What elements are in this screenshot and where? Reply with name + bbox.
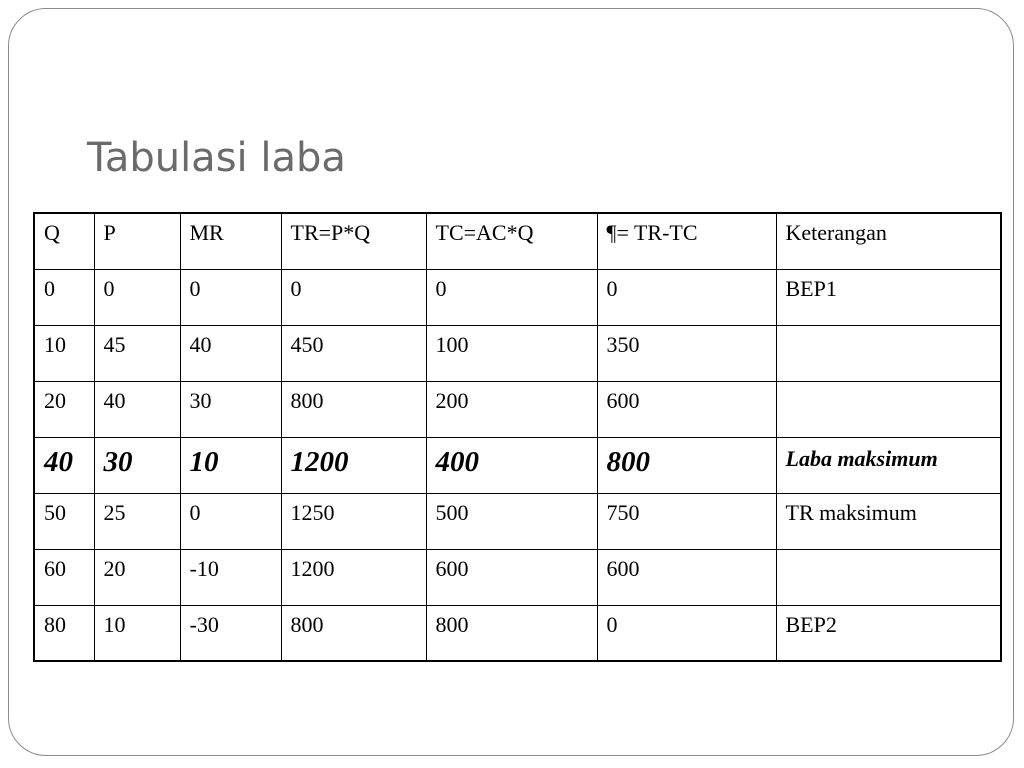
cell-tc: 500 bbox=[426, 493, 597, 549]
cell-mr: -30 bbox=[180, 605, 281, 661]
cell-q: 40 bbox=[34, 437, 94, 493]
header-cell-tc: TC=AC*Q bbox=[426, 213, 597, 269]
cell-tc: 600 bbox=[426, 549, 597, 605]
slide-title: Tabulasi laba bbox=[87, 135, 346, 181]
cell-mr: 0 bbox=[180, 269, 281, 325]
cell-p: 30 bbox=[94, 437, 180, 493]
cell-q: 0 bbox=[34, 269, 94, 325]
cell-mr: 0 bbox=[180, 493, 281, 549]
cell-q: 80 bbox=[34, 605, 94, 661]
cell-p: 20 bbox=[94, 549, 180, 605]
header-cell-profit: ¶= TR-TC bbox=[597, 213, 776, 269]
cell-tc: 400 bbox=[426, 437, 597, 493]
cell-tr: 1200 bbox=[281, 549, 426, 605]
cell-p: 45 bbox=[94, 325, 180, 381]
cell-p: 40 bbox=[94, 381, 180, 437]
cell-tr: 800 bbox=[281, 381, 426, 437]
table-row bbox=[34, 493, 1001, 549]
cell-q: 50 bbox=[34, 493, 94, 549]
cell-q: 60 bbox=[34, 549, 94, 605]
header-cell-q: Q bbox=[34, 213, 94, 269]
header-cell-mr: MR bbox=[180, 213, 281, 269]
header-cell-keterangan: Keterangan bbox=[776, 213, 1001, 269]
table-row-max-profit bbox=[34, 437, 1001, 493]
cell-q: 10 bbox=[34, 325, 94, 381]
cell-tr: 1250 bbox=[281, 493, 426, 549]
table-header-row bbox=[34, 213, 1001, 269]
cell-keterangan bbox=[776, 549, 1001, 605]
cell-tr: 0 bbox=[281, 269, 426, 325]
table-row bbox=[34, 605, 1001, 661]
cell-profit: 600 bbox=[597, 381, 776, 437]
header-cell-p: P bbox=[94, 213, 180, 269]
cell-tr: 450 bbox=[281, 325, 426, 381]
cell-mr: -10 bbox=[180, 549, 281, 605]
cell-tr: 1200 bbox=[281, 437, 426, 493]
cell-profit: 0 bbox=[597, 269, 776, 325]
cell-q: 20 bbox=[34, 381, 94, 437]
cell-tr: 800 bbox=[281, 605, 426, 661]
cell-tc: 100 bbox=[426, 325, 597, 381]
table-row bbox=[34, 381, 1001, 437]
cell-profit: 600 bbox=[597, 549, 776, 605]
cell-tc: 800 bbox=[426, 605, 597, 661]
cell-p: 10 bbox=[94, 605, 180, 661]
cell-tc: 0 bbox=[426, 269, 597, 325]
header-cell-tr: TR=P*Q bbox=[281, 213, 426, 269]
cell-keterangan: Laba maksimum bbox=[776, 437, 1001, 493]
cell-tc: 200 bbox=[426, 381, 597, 437]
cell-keterangan bbox=[776, 325, 1001, 381]
cell-profit: 800 bbox=[597, 437, 776, 493]
cell-p: 0 bbox=[94, 269, 180, 325]
cell-p: 25 bbox=[94, 493, 180, 549]
cell-keterangan: BEP2 bbox=[776, 605, 1001, 661]
cell-mr: 10 bbox=[180, 437, 281, 493]
table-row bbox=[34, 269, 1001, 325]
cell-keterangan: TR maksimum bbox=[776, 493, 1001, 549]
cell-mr: 40 bbox=[180, 325, 281, 381]
cell-keterangan: BEP1 bbox=[776, 269, 1001, 325]
table-row bbox=[34, 549, 1001, 605]
profit-table bbox=[33, 212, 1002, 662]
cell-mr: 30 bbox=[180, 381, 281, 437]
table-row bbox=[34, 325, 1001, 381]
cell-keterangan bbox=[776, 381, 1001, 437]
cell-profit: 0 bbox=[597, 605, 776, 661]
cell-profit: 750 bbox=[597, 493, 776, 549]
cell-profit: 350 bbox=[597, 325, 776, 381]
